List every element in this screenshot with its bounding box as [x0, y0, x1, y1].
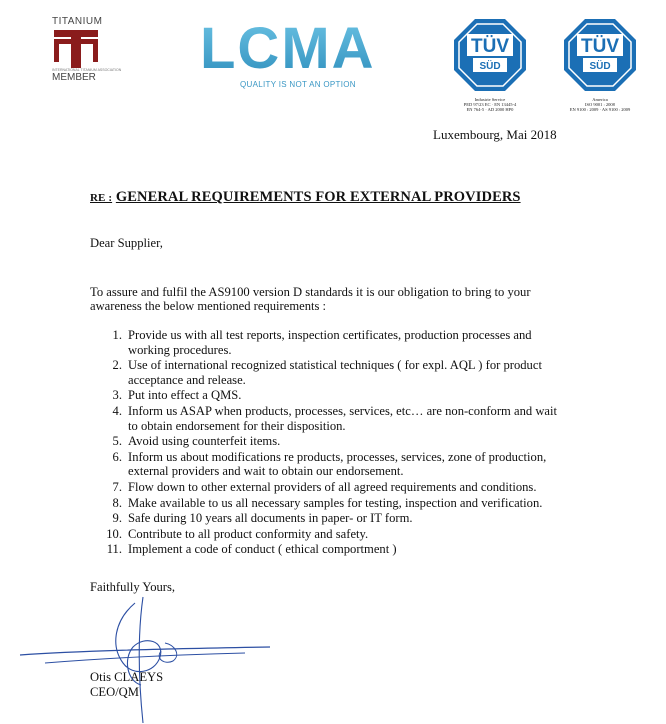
- requirement-item: [90, 480, 580, 495]
- requirement-text: Use of international recognized statistical techniques ( for expl. AQL ) for product: [128, 358, 542, 373]
- place-date: Luxembourg, Mai 2018: [433, 127, 557, 142]
- tuv-1-sub: SÜD: [479, 61, 501, 72]
- requirement-text: Avoid using counterfeit items.: [128, 434, 281, 449]
- requirement-text: Flow down to other external providers of all agreed requirements and conditions.: [128, 479, 537, 494]
- requirement-text-continued: external providers and wait to obtain our endorsement.: [128, 464, 404, 479]
- tuv-sud-badge-1: [453, 18, 527, 92]
- requirement-number: 8.: [112, 495, 122, 510]
- greeting: Dear Supplier,: [90, 236, 163, 250]
- requirement-number: 1.: [112, 328, 122, 342]
- tuv-2-mark: TÜV: [581, 36, 619, 57]
- subject-text: GENERAL REQUIREMENTS FOR EXTERNAL PROVIDERS: [115, 189, 521, 205]
- intro-line-1: To assure and fulfil the AS9100 version D standards it is our obligation to bring to your: [90, 285, 531, 299]
- requirement-text: Safe during 10 years all documents in paper- or IT form.: [128, 511, 413, 526]
- requirement-item: [90, 542, 580, 557]
- requirement-number: 3.: [112, 388, 122, 403]
- requirement-number: 2.: [112, 358, 122, 373]
- tuv-1-caption: Industrie Service PED 97/23 EC · EN 13445-4 EN 764-5 · AD 2000 HP0: [463, 97, 517, 112]
- requirement-number: 4.: [112, 403, 122, 418]
- requirement-text: Inform us ASAP when products, processes, services, etc… are non-conform and wait: [128, 403, 558, 418]
- signer-title: CEO/QM: [90, 685, 139, 699]
- signer-name: Otis CLAEYS: [90, 670, 164, 684]
- requirement-item: [90, 450, 580, 479]
- closing: Faithfully Yours,: [90, 580, 176, 594]
- requirement-item: [90, 388, 580, 403]
- subject-line: [90, 189, 521, 206]
- requirement-text: Put into effect a QMS.: [128, 388, 242, 403]
- titanium-logo-tiny: INTERNATIONAL TITANIUM ASSOCIATION: [52, 68, 122, 72]
- requirement-item: [90, 328, 580, 357]
- requirement-number: 9.: [112, 511, 122, 526]
- tuv-1-mark: TÜV: [471, 36, 509, 57]
- requirement-text: Contribute to all product conformity and safety.: [128, 526, 369, 541]
- requirement-text-continued: acceptance and release.: [128, 372, 246, 387]
- requirement-item: [90, 358, 580, 387]
- requirement-text: Make available to us all necessary samples for testing, inspection and verification.: [128, 495, 543, 510]
- requirement-number: 10.: [106, 526, 122, 541]
- requirement-text: Provide us with all test reports, inspection certificates, production processes and: [128, 328, 532, 342]
- lcma-logo: [200, 18, 390, 76]
- requirement-text-continued: working procedures.: [128, 342, 232, 357]
- intro-paragraph: [90, 285, 560, 313]
- titanium-logo-word: TITANIUM: [52, 16, 103, 27]
- titanium-logo-member: MEMBER: [52, 72, 96, 83]
- lcma-tagline: QUALITY IS NOT AN OPTION: [240, 80, 356, 89]
- requirements-list: [90, 328, 580, 558]
- subject-prefix: RE :: [90, 192, 113, 204]
- tuv-2-sub: SÜD: [589, 61, 611, 72]
- tuv-2-caption: America ISO 9001 : 2008 EN 9100 : 2009 · AS 9100 : 2009: [569, 97, 631, 112]
- requirement-item: [90, 404, 580, 433]
- requirement-text: Inform us about modifications re products, processes, services, zone of production,: [128, 449, 547, 464]
- requirement-text: Implement a code of conduct ( ethical comportment ): [128, 542, 397, 557]
- requirement-item: [90, 527, 580, 542]
- requirement-number: 5.: [112, 434, 122, 449]
- requirement-number: 6.: [112, 449, 122, 464]
- titanium-logo-mark: [54, 30, 98, 68]
- intro-line-2: awareness the below mentioned requirements :: [90, 299, 327, 313]
- requirement-number: 11.: [106, 542, 122, 557]
- tuv-sud-badge-2: [563, 18, 637, 92]
- lcma-logo-text: LCMA: [200, 18, 376, 76]
- requirement-number: 7.: [112, 479, 122, 494]
- requirement-item: [90, 434, 580, 449]
- signature: [15, 585, 285, 724]
- requirement-text-continued: to obtain endorsement for their disposition.: [128, 418, 346, 433]
- requirement-item: [90, 496, 580, 511]
- requirement-item: [90, 511, 580, 526]
